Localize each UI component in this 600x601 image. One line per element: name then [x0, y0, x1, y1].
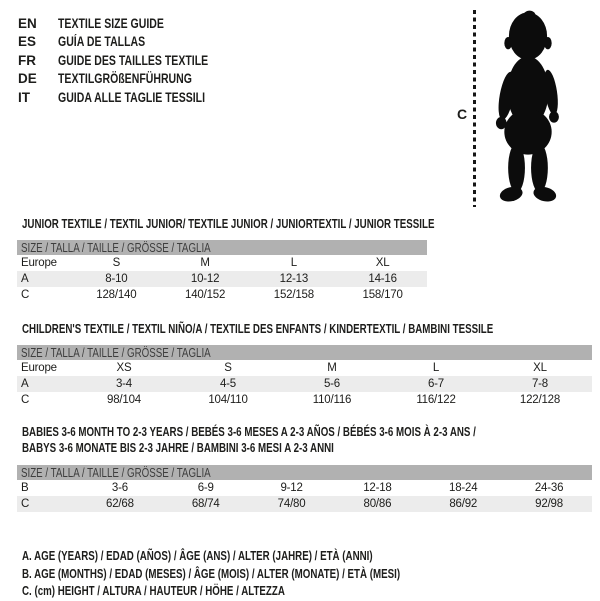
babies-table-title: BABIES 3-6 MONTH TO 2-3 YEARS / BEBÉS 3-6 MESES A 2-3 AÑOS / BÉBÉS 3-6 MOIS À 2-3 ANS / BABYS 3-6 MONATE BIS 2-3 JAHRE / BAMBINI 3-6 MESI A 2-3 ANNI	[22, 425, 476, 455]
value-cell: 122/128	[519, 394, 561, 406]
value-cell: 3-4	[72, 376, 176, 392]
table-row	[17, 255, 427, 271]
size-band-row	[17, 240, 427, 255]
legend-line-a: A. AGE (YEARS) / EDAD (AÑOS) / ÂGE (ANS) / ALTER (JAHRE) / ETÀ (ANNI)	[22, 549, 373, 563]
value-cell: 86/92	[420, 496, 506, 512]
height-measure-dotted-line	[473, 10, 476, 207]
size-band-cell: SIZE / TALLA / TAILLE / GRÖSSE / TAGLIA	[17, 465, 592, 480]
babies-size-table	[17, 465, 592, 512]
size-band-cell: SIZE / TALLA / TAILLE / GRÖSSE / TAGLIA	[17, 345, 592, 360]
language-code: ES	[18, 34, 37, 50]
value-cell: 3-6	[111, 482, 128, 494]
size-cell: L	[432, 362, 440, 374]
value-cell: 158/170	[362, 289, 403, 301]
row-label: B	[21, 482, 29, 494]
language-title: TEXTILE SIZE GUIDE	[58, 15, 164, 31]
language-code: IT	[18, 89, 30, 105]
size-cell: XS	[116, 362, 132, 374]
value-cell: 4-5	[176, 376, 280, 392]
language-row-it	[18, 88, 251, 107]
value-cell: 128/140	[96, 289, 137, 301]
row-label: Europe	[21, 362, 57, 374]
value-cell: 8-10	[72, 271, 161, 287]
value-cell: 7-8	[488, 376, 592, 392]
language-title: GUIDA ALLE TAGLIE TESSILI	[58, 89, 206, 105]
size-cell: M	[200, 257, 210, 269]
value-cell: 68/74	[163, 496, 249, 512]
baby-silhouette-image	[486, 8, 570, 210]
value-cell: 14-16	[338, 271, 427, 287]
table-row	[17, 287, 427, 303]
value-cell: 12-18	[363, 482, 392, 494]
legend	[22, 548, 507, 601]
table-row	[17, 392, 592, 408]
children-table-title: CHILDREN'S TEXTILE / TEXTIL NIÑO/A / TEXTILE DES ENFANTS / KINDERTEXTIL / BAMBINI TESSILE	[22, 322, 494, 336]
value-cell: 18-24	[449, 482, 478, 494]
language-list	[18, 14, 251, 107]
row-label: C	[21, 289, 30, 301]
table-row	[17, 271, 427, 287]
size-cell: XL	[375, 257, 390, 269]
value-cell: 6-7	[384, 376, 488, 392]
legend-line-c: C. (cm) HEIGHT / ALTURA / HAUTEUR / HÖHE / ALTEZZA	[22, 584, 285, 598]
table-row	[17, 496, 592, 512]
size-cell: M	[327, 362, 337, 374]
size-cell: XL	[533, 362, 547, 374]
language-row-de	[18, 70, 251, 89]
language-row-es	[18, 33, 251, 52]
value-cell: 74/80	[249, 496, 335, 512]
junior-table-title: JUNIOR TEXTILE / TEXTIL JUNIOR/ TEXTILE JUNIOR / JUNIORTEXTIL / JUNIOR TESSILE	[22, 217, 435, 231]
row-label: Europe	[21, 257, 57, 269]
size-band-row	[17, 345, 592, 360]
value-cell: 24-36	[534, 482, 564, 494]
language-title: GUIDE DES TAILLES TEXTILE	[58, 52, 209, 68]
size-band-cell: SIZE / TALLA / TAILLE / GRÖSSE / TAGLIA	[17, 240, 427, 255]
value-cell: 9-12	[280, 482, 303, 494]
value-cell: 104/110	[208, 394, 248, 406]
table-row	[17, 360, 592, 376]
value-cell: 110/116	[312, 394, 352, 406]
value-cell: 92/98	[506, 496, 592, 512]
value-cell: 80/86	[334, 496, 420, 512]
junior-size-table	[17, 240, 427, 303]
table-row	[17, 376, 592, 392]
language-row-en	[18, 14, 251, 33]
language-code: DE	[18, 71, 37, 87]
row-label: A	[17, 271, 72, 287]
value-cell: 140/152	[185, 289, 226, 301]
legend-line-b: B. AGE (MONTHS) / EDAD (MESES) / ÂGE (MOIS) / ALTER (MONATE) / ETÀ (MESI)	[22, 566, 401, 581]
value-cell: 5-6	[280, 376, 384, 392]
size-band-row	[17, 465, 592, 480]
value-cell: 12-13	[250, 271, 339, 287]
value-cell: 10-12	[161, 271, 250, 287]
language-title: TEXTILGRÖßENFÜHRUNG	[58, 71, 192, 87]
size-cell: L	[290, 257, 297, 269]
value-cell: 98/104	[107, 394, 141, 406]
row-label: C	[21, 394, 30, 406]
value-cell: 116/122	[416, 394, 456, 406]
language-code: FR	[18, 52, 36, 68]
value-cell: 6-9	[197, 482, 214, 494]
children-size-table	[17, 345, 592, 408]
value-cell: 152/158	[273, 289, 314, 301]
language-title: GUÍA DE TALLAS	[58, 34, 146, 50]
height-measure-label: C	[457, 106, 468, 122]
language-row-fr	[18, 51, 251, 70]
size-cell: S	[224, 362, 232, 374]
size-cell: S	[112, 257, 121, 269]
row-label: A	[17, 376, 72, 392]
table-row	[17, 480, 592, 496]
value-cell: 62/68	[77, 496, 163, 512]
language-code: EN	[18, 15, 37, 31]
row-label: C	[17, 496, 77, 512]
